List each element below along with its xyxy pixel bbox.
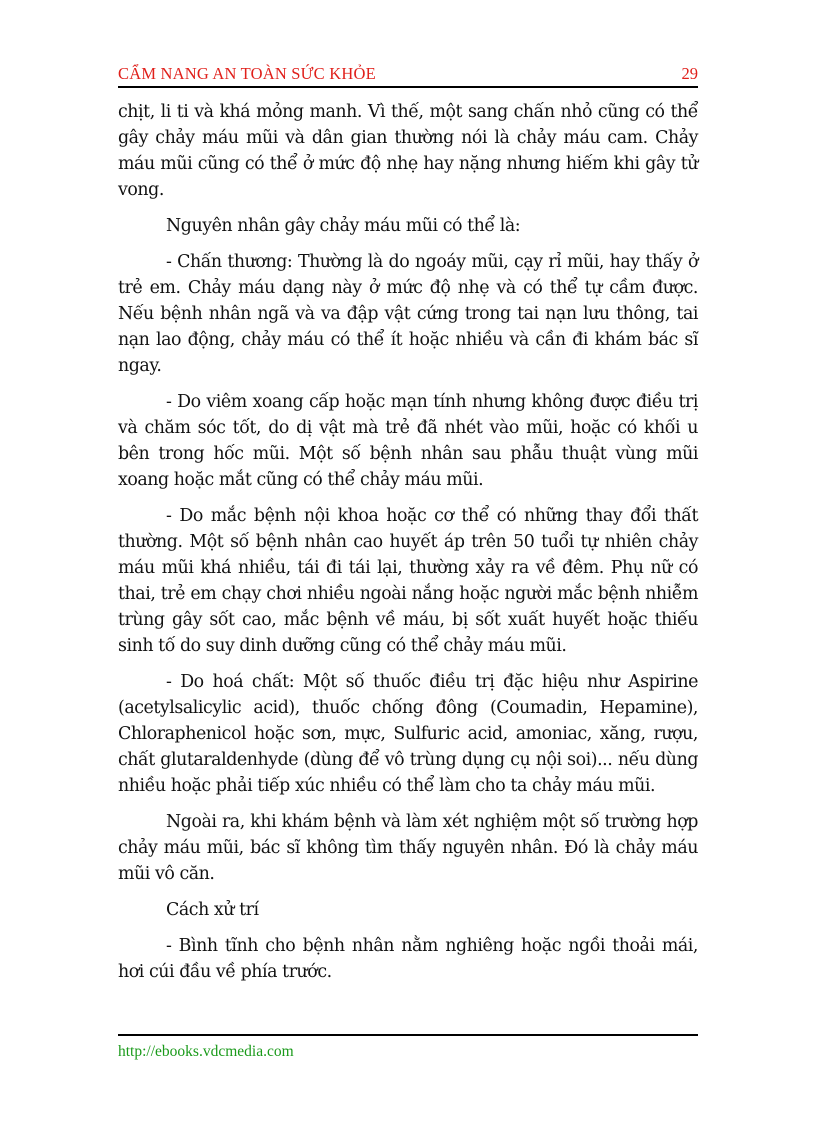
paragraph-treatment-step-1: - Bình tĩnh cho bệnh nhân nằm nghiêng hoặc ngồi thoải mái, hơi cúi đầu về phía trước.: [118, 936, 698, 982]
paragraph-continuation: chịt, li ti và khá mỏng manh. Vì thế, một sang chấn nhỏ cũng có thể gây chảy máu mũi và dân gian thường nói là chảy máu cam. Chảy máu mũi cũng có thể ở mức độ nhẹ hay nặng nhưng hiếm khi gây tử vong.: [118, 102, 698, 200]
paragraph-treatment-heading: Cách xử trí: [166, 900, 259, 920]
footer-link[interactable]: http://ebooks.vdcmedia.com: [118, 1043, 294, 1060]
paragraph-cause-internal-disease: - Do mắc bệnh nội khoa hoặc cơ thể có những thay đổi thất thường. Một số bệnh nhân cao huyết áp trên 50 tuổi tự nhiên chảy máu mũi khá nhiều, tái đi tái lại, thường xảy ra về đêm. Phụ nữ có thai, trẻ em chạy chơi nhiều ngoài nắng hoặc người mắc bệnh nhiễm trùng gây sốt cao, mắc bệnh về máu, bị sốt xuất huyết hoặc thiếu sinh tố do suy dinh dưỡng cũng có thể chảy máu mũi.: [118, 506, 698, 656]
header-title: CẨM NANG AN TOÀN SỨC KHỎE: [118, 64, 376, 83]
body-text: [118, 99, 698, 995]
paragraph-cause-trauma: - Chấn thương: Thường là do ngoáy mũi, cạy rỉ mũi, hay thấy ở trẻ em. Chảy máu dạng này ở mức độ nhẹ và có thể tự cầm được. Nếu bệnh nhân ngã và va đập vật cứng trong tai nạn lưu thông, tai nạn lao động, chảy máu có thể ít hoặc nhiều và cần đi khám bác sĩ ngay.: [118, 252, 698, 376]
paragraph-cause-chemicals: - Do hoá chất: Một số thuốc điều trị đặc hiệu như Aspirine (acetylsalicylic acid), thuốc chống đông (Coumadin, Hepamine), Chloraphenicol hoặc sơn, mực, Sulfuric acid, amoniac, xăng, rượu, chất glutaraldenhyde (dùng để vô trùng dụng cụ nội soi)... nếu dùng nhiều hoặc phải tiếp xúc nhiều có thể làm cho ta chảy máu mũi.: [118, 672, 698, 796]
paragraph-idiopathic: Ngoài ra, khi khám bệnh và làm xét nghiệm một số trường hợp chảy máu mũi, bác sĩ không tìm thấy nguyên nhân. Đó là chảy máu mũi vô căn.: [118, 812, 698, 884]
footer-divider: [118, 1034, 698, 1036]
page-number: 29: [681, 64, 698, 83]
running-header: [118, 62, 698, 88]
paragraph-cause-sinusitis: - Do viêm xoang cấp hoặc mạn tính nhưng không được điều trị và chăm sóc tốt, do dị vật mà trẻ đã nhét vào mũi, hoặc có khối u bên trong hốc mũi. Một số bệnh nhân sau phẫu thuật vùng mũi xoang hoặc mắt cũng có thể chảy máu mũi.: [118, 392, 698, 490]
paragraph-causes-intro: Nguyên nhân gây chảy máu mũi có thể là:: [166, 216, 521, 236]
